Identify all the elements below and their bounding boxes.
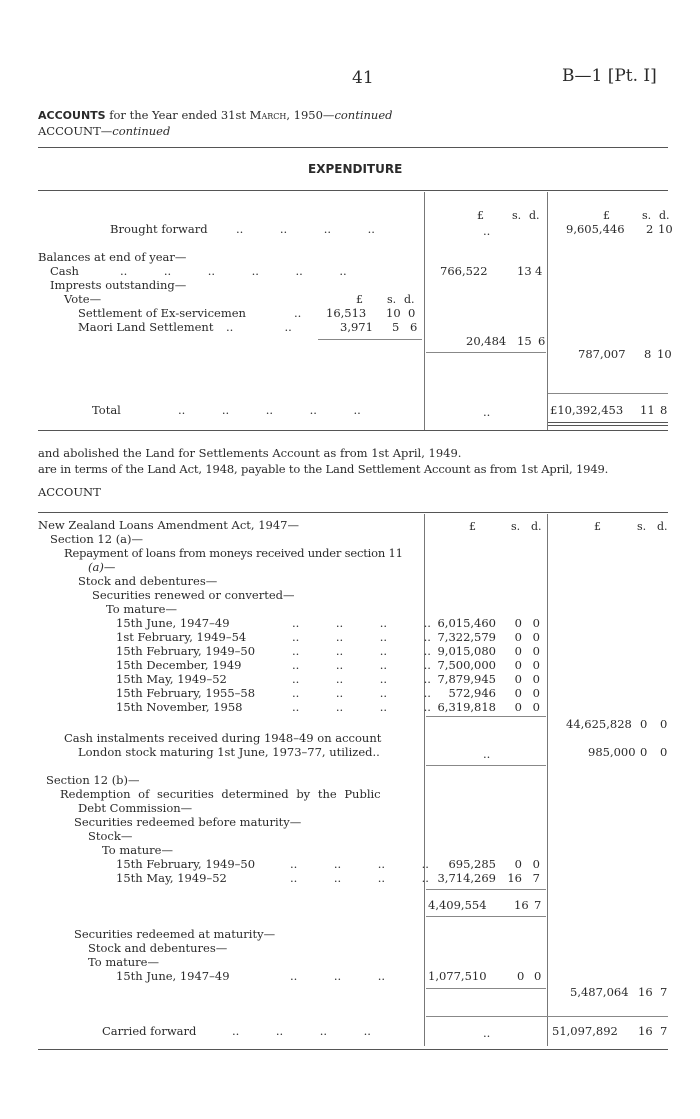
sub-header-pounds: £ (356, 293, 363, 306)
leader-dots: .. .. .. .. (232, 1024, 371, 1038)
divider (38, 1049, 668, 1050)
redemption-line-2: Debt Commission— (78, 801, 193, 815)
stock-debentures-label: Stock and debentures— (88, 941, 228, 955)
leader-dots: .. .. .. .. .. (178, 403, 361, 417)
page-number: 41 (352, 68, 374, 88)
maori-s: 5 (392, 320, 400, 334)
carried-forward-rule (426, 1016, 668, 1017)
balances-total-d: 10 (657, 347, 672, 361)
row-label: 15th February, 1949–50 (116, 644, 256, 658)
section-12b-label: Section 12 (b)— (46, 773, 140, 787)
total-pounds: £10,392,453 (550, 403, 624, 417)
leader-dots: .. .. .. .. (292, 672, 431, 686)
row-s: 0 (514, 630, 522, 644)
row-s: 0 (514, 686, 522, 700)
maturities-total-s: 0 (640, 717, 648, 731)
cash-instalments-d: 0 (660, 745, 668, 759)
row-d: 0 (532, 672, 540, 686)
leader-dots: .. .. .. .. (236, 222, 375, 236)
vote-label: Vote— (64, 292, 102, 306)
total-rule (548, 422, 668, 423)
leader-dots: .. .. (226, 320, 292, 334)
row-s: 0 (514, 658, 522, 672)
stock-label-2: Stock— (88, 829, 133, 843)
row-label: 15th December, 1949 (116, 658, 242, 672)
section-12a-label: Section 12 (a)— (50, 532, 144, 546)
brought-forward-d: 10 (658, 222, 673, 236)
at-item-s: 0 (517, 969, 525, 983)
maturities-total-pounds: 44,625,828 (566, 717, 632, 731)
subtotal-rule (426, 889, 546, 890)
carried-forward-label: Carried forward (102, 1024, 197, 1038)
before-total-s: 16 (514, 898, 529, 912)
divider (38, 430, 668, 431)
row-pounds: 6,015,460 (437, 616, 496, 630)
settlement-label: Settlement of Ex-servicemen (78, 306, 246, 320)
col-header-pounds: £ (594, 520, 601, 533)
column-rule (547, 514, 548, 1046)
note-line-2: are in terms of the Land Act, 1948, payable to the Land Settlement Account as from 1st April, 1949. (38, 462, 609, 476)
leader-dots: .. (294, 306, 302, 320)
subtotal-rule (426, 765, 546, 766)
to-mature-label: To mature— (106, 602, 177, 616)
redeemed-at-label: Securities redeemed at maturity— (74, 927, 276, 941)
divider (38, 190, 668, 191)
cash-s: 13 (517, 264, 532, 278)
divider (38, 512, 668, 513)
subtotal-rule (426, 916, 546, 917)
cash-instalments-col1: .. (483, 747, 491, 761)
row-pounds: 7,500,000 (437, 658, 496, 672)
accounts-title: ACCOUNTS for the Year ended 31st March, 1950—continued (38, 108, 393, 122)
total-label: Total (92, 403, 121, 417)
row-label: 15th November, 1958 (116, 700, 243, 714)
row-d: 0 (532, 686, 540, 700)
settlement-d: 0 (408, 306, 416, 320)
cash-instalments-pounds: 985,000 (588, 745, 636, 759)
carried-forward-d: 7 (660, 1024, 668, 1038)
imprests-total-d: 6 (538, 334, 546, 348)
account-heading: ACCOUNT (38, 485, 101, 499)
leader-dots: .. .. .. .. (292, 616, 431, 630)
sub-header-pence: d. (404, 293, 415, 306)
imprests-total-s: 15 (517, 334, 532, 348)
maori-d: 6 (410, 320, 418, 334)
col-header-shillings: s. (642, 209, 652, 222)
brought-forward-col1: .. (483, 224, 491, 238)
subtotal-rule (318, 339, 422, 340)
total-col1: .. (483, 405, 491, 419)
to-mature-label-3: To mature— (88, 955, 159, 969)
row-pounds: 9,015,080 (437, 644, 496, 658)
balances-label: Balances at end of year— (38, 250, 187, 264)
brought-forward-s: 2 (646, 222, 654, 236)
column-rule (547, 192, 548, 430)
before-total-d: 7 (534, 898, 542, 912)
row-d: 0 (532, 658, 540, 672)
cash-d: 4 (535, 264, 543, 278)
total-rule (548, 425, 668, 426)
row-s: 16 (507, 871, 522, 885)
section-12b-total-d: 7 (660, 985, 668, 999)
col-header-pence: d. (659, 209, 670, 222)
row-pounds: 695,285 (448, 857, 496, 871)
col-header-shillings: s. (637, 520, 647, 533)
divider (38, 147, 668, 148)
balances-total-s: 8 (644, 347, 652, 361)
total-s: 11 (640, 403, 655, 417)
row-pounds: 7,879,945 (437, 672, 496, 686)
row-s: 0 (514, 857, 522, 871)
to-mature-label-2: To mature— (102, 843, 173, 857)
subtotal-rule (426, 716, 546, 717)
row-s: 0 (514, 644, 522, 658)
col-header-shillings: s. (511, 520, 521, 533)
row-label: 15th February, 1949–50 (116, 857, 256, 871)
row-d: 0 (532, 857, 540, 871)
row-d: 0 (532, 616, 540, 630)
row-label: 15th June, 1947–49 (116, 616, 230, 630)
securities-label: Securities renewed or converted— (92, 588, 295, 602)
row-s: 0 (514, 672, 522, 686)
cash-instalments-s: 0 (640, 745, 648, 759)
total-rule (548, 393, 668, 394)
column-rule (424, 514, 425, 1046)
row-s: 0 (514, 700, 522, 714)
row-label: 1st February, 1949–54 (116, 630, 247, 644)
col-header-pence: d. (529, 209, 540, 222)
total-d: 8 (660, 403, 668, 417)
row-d: 0 (532, 630, 540, 644)
row-label: 15th February, 1955–58 (116, 686, 256, 700)
subtotal-rule (426, 988, 546, 989)
repayment-line-2: (a)— (88, 560, 116, 574)
cash-label: Cash (50, 264, 79, 278)
brought-forward-total: 9,605,446 (566, 222, 625, 236)
row-pounds: 3,714,269 (437, 871, 496, 885)
note-line-1: and abolished the Land for Settlements Account as from 1st April, 1949. (38, 446, 462, 460)
at-item-pounds: 1,077,510 (428, 969, 487, 983)
col-header-pounds: £ (477, 209, 484, 222)
leader-dots: .. .. .. (290, 969, 386, 983)
col-header-pence: d. (531, 520, 542, 533)
before-total-pounds: 4,409,554 (428, 898, 487, 912)
col-header-shillings: s. (512, 209, 522, 222)
imprests-label: Imprests outstanding— (50, 278, 187, 292)
carried-forward-col1: .. (483, 1026, 491, 1040)
row-label: 15th May, 1949–52 (116, 871, 227, 885)
maori-pounds: 3,971 (340, 320, 373, 334)
section-12b-total-pounds: 5,487,064 (570, 985, 629, 999)
page-reference: B—1 [Pt. I] (562, 66, 657, 86)
leader-dots: .. .. .. .. (292, 700, 431, 714)
redeemed-before-label: Securities redeemed before maturity— (74, 815, 302, 829)
row-pounds: 6,319,818 (437, 700, 496, 714)
brought-forward-label: Brought forward (110, 222, 208, 236)
redemption-line-1: Redemption of securities determined by the Public (60, 787, 381, 801)
leader-dots: .. .. .. .. (290, 857, 429, 871)
carried-forward-s: 16 (638, 1024, 653, 1038)
row-s: 0 (514, 616, 522, 630)
leader-dots: .. .. .. .. (292, 658, 431, 672)
settlement-s: 10 (386, 306, 401, 320)
account-subtitle: ACCOUNT—continued (38, 124, 171, 138)
at-item-label: 15th June, 1947–49 (116, 969, 230, 983)
leader-dots: .. .. .. .. (290, 871, 429, 885)
row-pounds: 7,322,579 (437, 630, 496, 644)
settlement-pounds: 16,513 (326, 306, 367, 320)
leader-dots: .. .. .. .. .. .. (120, 264, 347, 278)
col-header-pounds: £ (603, 209, 610, 222)
column-rule (424, 192, 425, 430)
cash-instalments-line-1: Cash instalments received during 1948–49 on account (64, 731, 382, 745)
row-d: 7 (532, 871, 540, 885)
col-header-pence: d. (657, 520, 668, 533)
leader-dots: .. .. .. .. (292, 686, 431, 700)
subtotal-rule (426, 352, 546, 353)
maturities-total-d: 0 (660, 717, 668, 731)
leader-dots: .. .. .. .. (292, 644, 431, 658)
stock-label: Stock and debentures— (78, 574, 218, 588)
expenditure-heading: EXPENDITURE (308, 162, 403, 176)
act-label: New Zealand Loans Amendment Act, 1947— (38, 518, 299, 532)
sub-header-shillings: s. (387, 293, 397, 306)
maori-label: Maori Land Settlement (78, 320, 214, 334)
cash-pounds: 766,522 (440, 264, 488, 278)
imprests-total-pounds: 20,484 (466, 334, 507, 348)
section-12b-total-s: 16 (638, 985, 653, 999)
carried-forward-pounds: 51,097,892 (552, 1024, 618, 1038)
row-label: 15th May, 1949–52 (116, 672, 227, 686)
cash-instalments-line-2: London stock maturing 1st June, 1973–77, utilized.. (78, 745, 380, 759)
col-header-pounds: £ (469, 520, 476, 533)
row-pounds: 572,946 (448, 686, 496, 700)
row-d: 0 (532, 700, 540, 714)
at-item-d: 0 (534, 969, 542, 983)
repayment-line-1: Repayment of loans from moneys received under section 11 (64, 546, 403, 560)
row-d: 0 (532, 644, 540, 658)
balances-total-pounds: 787,007 (578, 347, 626, 361)
leader-dots: .. .. .. .. (292, 630, 431, 644)
